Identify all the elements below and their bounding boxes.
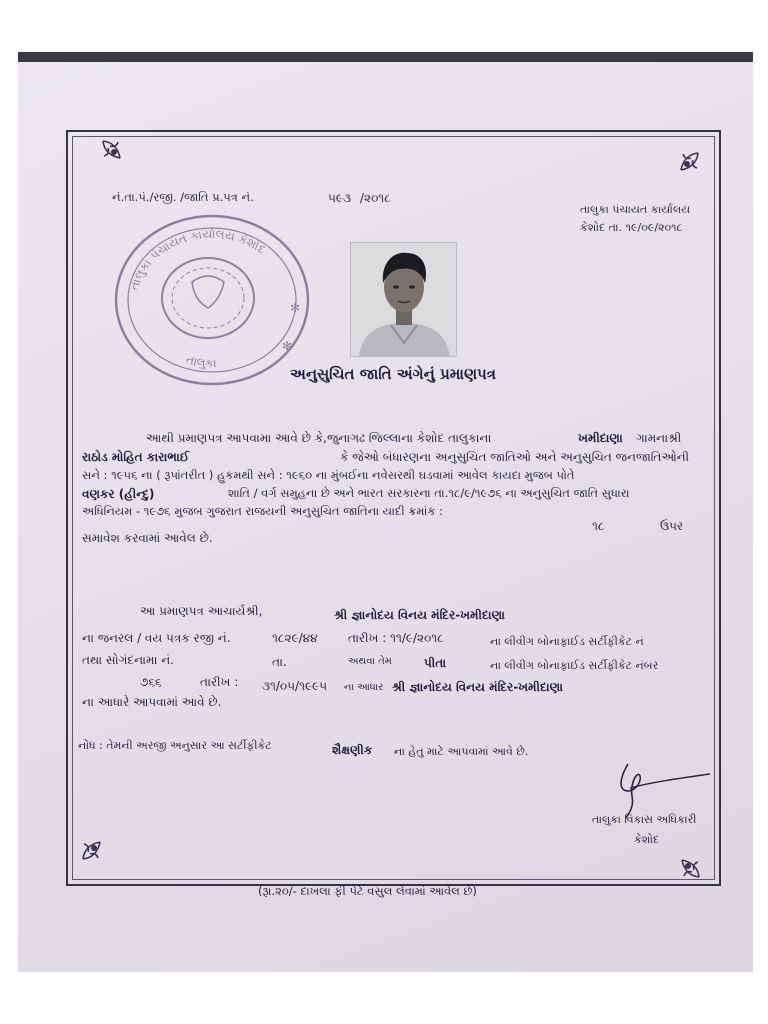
body-line-1: આથી પ્રમાણપત્ર આપવામા આવે છે કે,જુનાગઢ જિલ્લાના કેશોદ તાલુકાના xyxy=(146,431,492,445)
fee-footer: (રૂા.૨૦/- દાખલા ફી પેટે વસુલ લેવામાં આવેલ છે) xyxy=(258,884,477,898)
stamp-text-top: તાલુકા પંચાયત કાર્યાલય કેશોદ xyxy=(126,226,269,292)
applicant-photo xyxy=(350,242,457,357)
body-line-3: સને : ૧૯૫૬ ના ( રૂપાંતરીત ) હુકમથી સને : ૧૯૬૦ ના મુંબઈના નવેસરથી ઘડવામાં આવેલ કાયદા મુજબ પોતે xyxy=(82,468,575,482)
village-name: ખમીદાણા xyxy=(578,431,623,445)
svg-text:તાલુકા xyxy=(185,353,217,371)
corner-ornament-icon xyxy=(80,828,114,862)
body-line-4: શાતિ / વર્ગ સમુહના છે અને ભારત સરકારના તા.૧૮/૯/૧૯૭૬ ના અનુસુચિત જાતિ સુધારા xyxy=(228,486,630,500)
schedule-number: ૧૮ xyxy=(592,519,605,533)
office-seal-stamp xyxy=(112,212,312,388)
certificate-date: ૩૧/૦૫/૧૯૯૫ xyxy=(262,679,328,693)
scanner-edge xyxy=(18,52,753,62)
corner-ornament-icon xyxy=(668,846,702,880)
note-text-end: ના હેતુ માટે આપવામાં આવે છે. xyxy=(394,745,529,758)
reference-label: નં.તા.પં./રજી. /જાતિ પ્ર.પત્ર નં. xyxy=(112,190,254,204)
register-date: તારીખ : ૧૧/૯/૨૦૧૮ xyxy=(348,631,444,645)
school-name-2: શ્રી જ્ઞાનોદય વિનય મંદિર-ખમીદાણા xyxy=(392,680,563,694)
officer-signature xyxy=(612,760,712,820)
signatory-title: તાલુકા વિકાસ અધિકારી xyxy=(592,813,697,826)
affidavit-date-label: તા. xyxy=(272,655,287,669)
office-place-date: કેશોદ તા. ૧૯/૦૯/૨૦૧૮ xyxy=(580,221,683,234)
note-text: નોંધ : તેમની અરજી અનુસાર આ સર્ટીફીકેટ xyxy=(78,739,272,752)
body-line-1-end: ગામનાશ્રી xyxy=(636,431,682,445)
office-name: તાલુકા પંચાયત કાર્યાલય xyxy=(580,203,691,216)
body-line-5-end: ઉપર xyxy=(660,519,684,533)
basis-line-2: ના જનરલ / વય પત્રક રજી નં. xyxy=(82,631,231,645)
corner-ornament-icon xyxy=(100,138,134,172)
stamp-text-bottom: તાલુકા xyxy=(184,352,217,371)
reference-number: ૫૯૩ xyxy=(328,191,351,205)
basis-line-3: તથા સોગંદનામા નં. xyxy=(82,653,174,667)
svg-text:✻: ✻ xyxy=(282,339,293,353)
applicant-name: રાઠોડ મોહિત કારાભાઈ xyxy=(82,450,190,464)
relation: પીતા xyxy=(424,656,447,670)
register-number: ૧૮૨૯/૪૪ xyxy=(272,631,318,645)
school-name: શ્રી જ્ઞાનોદય વિનય મંદિર-ખમીદાણા xyxy=(334,608,505,622)
basis-line-1: આ પ્રમાણપત્ર આચાર્યશ્રી, xyxy=(140,604,263,618)
basis-line-5: ના આધારે આપવામાં આવે છે. xyxy=(82,695,222,709)
certificate-title: અનુસુચિત જાતિ અંગેનું પ્રમાણપત્ર xyxy=(290,365,497,383)
basis-line-4: ના આધાર xyxy=(344,682,384,693)
or-label: અથવા તેમ xyxy=(348,656,392,667)
signatory-place: કેશોદ xyxy=(634,833,660,846)
basis-line-3-end: ના લીવીંગ બોનાફાઈડ સર્ટીફીકેટ નંબર xyxy=(490,659,659,672)
body-line-5: અધિનિયમ - ૧૯૭૬ મુજબ ગુજરાત રાજયની અનુસુચિત જાતિના યાદી ક્રમાંક : xyxy=(82,504,443,518)
certificate-number: ૭૬૬ xyxy=(140,675,162,689)
purpose: શૈક્ષણીક xyxy=(332,743,373,757)
body-line-2: કે જેઓ બંધારણના અનુસુચિત જાતિઓ અને અનુસુચિત જનજાતિઓની xyxy=(340,450,690,464)
basis-line-2-end: ના લીવીંગ બોનાફાઈડ સર્ટીફીકેટ નં xyxy=(490,635,644,648)
body-line-6: સમાવેશ કરવામાં આવેલ છે. xyxy=(82,531,213,545)
date-label: તારીખ : xyxy=(200,675,239,689)
caste-name: વણકર (હીન્દુ) xyxy=(82,487,155,501)
reference-year: /૨૦૧૮ xyxy=(360,191,391,205)
corner-ornament-icon xyxy=(667,150,701,184)
svg-text:✻: ✻ xyxy=(290,301,301,315)
